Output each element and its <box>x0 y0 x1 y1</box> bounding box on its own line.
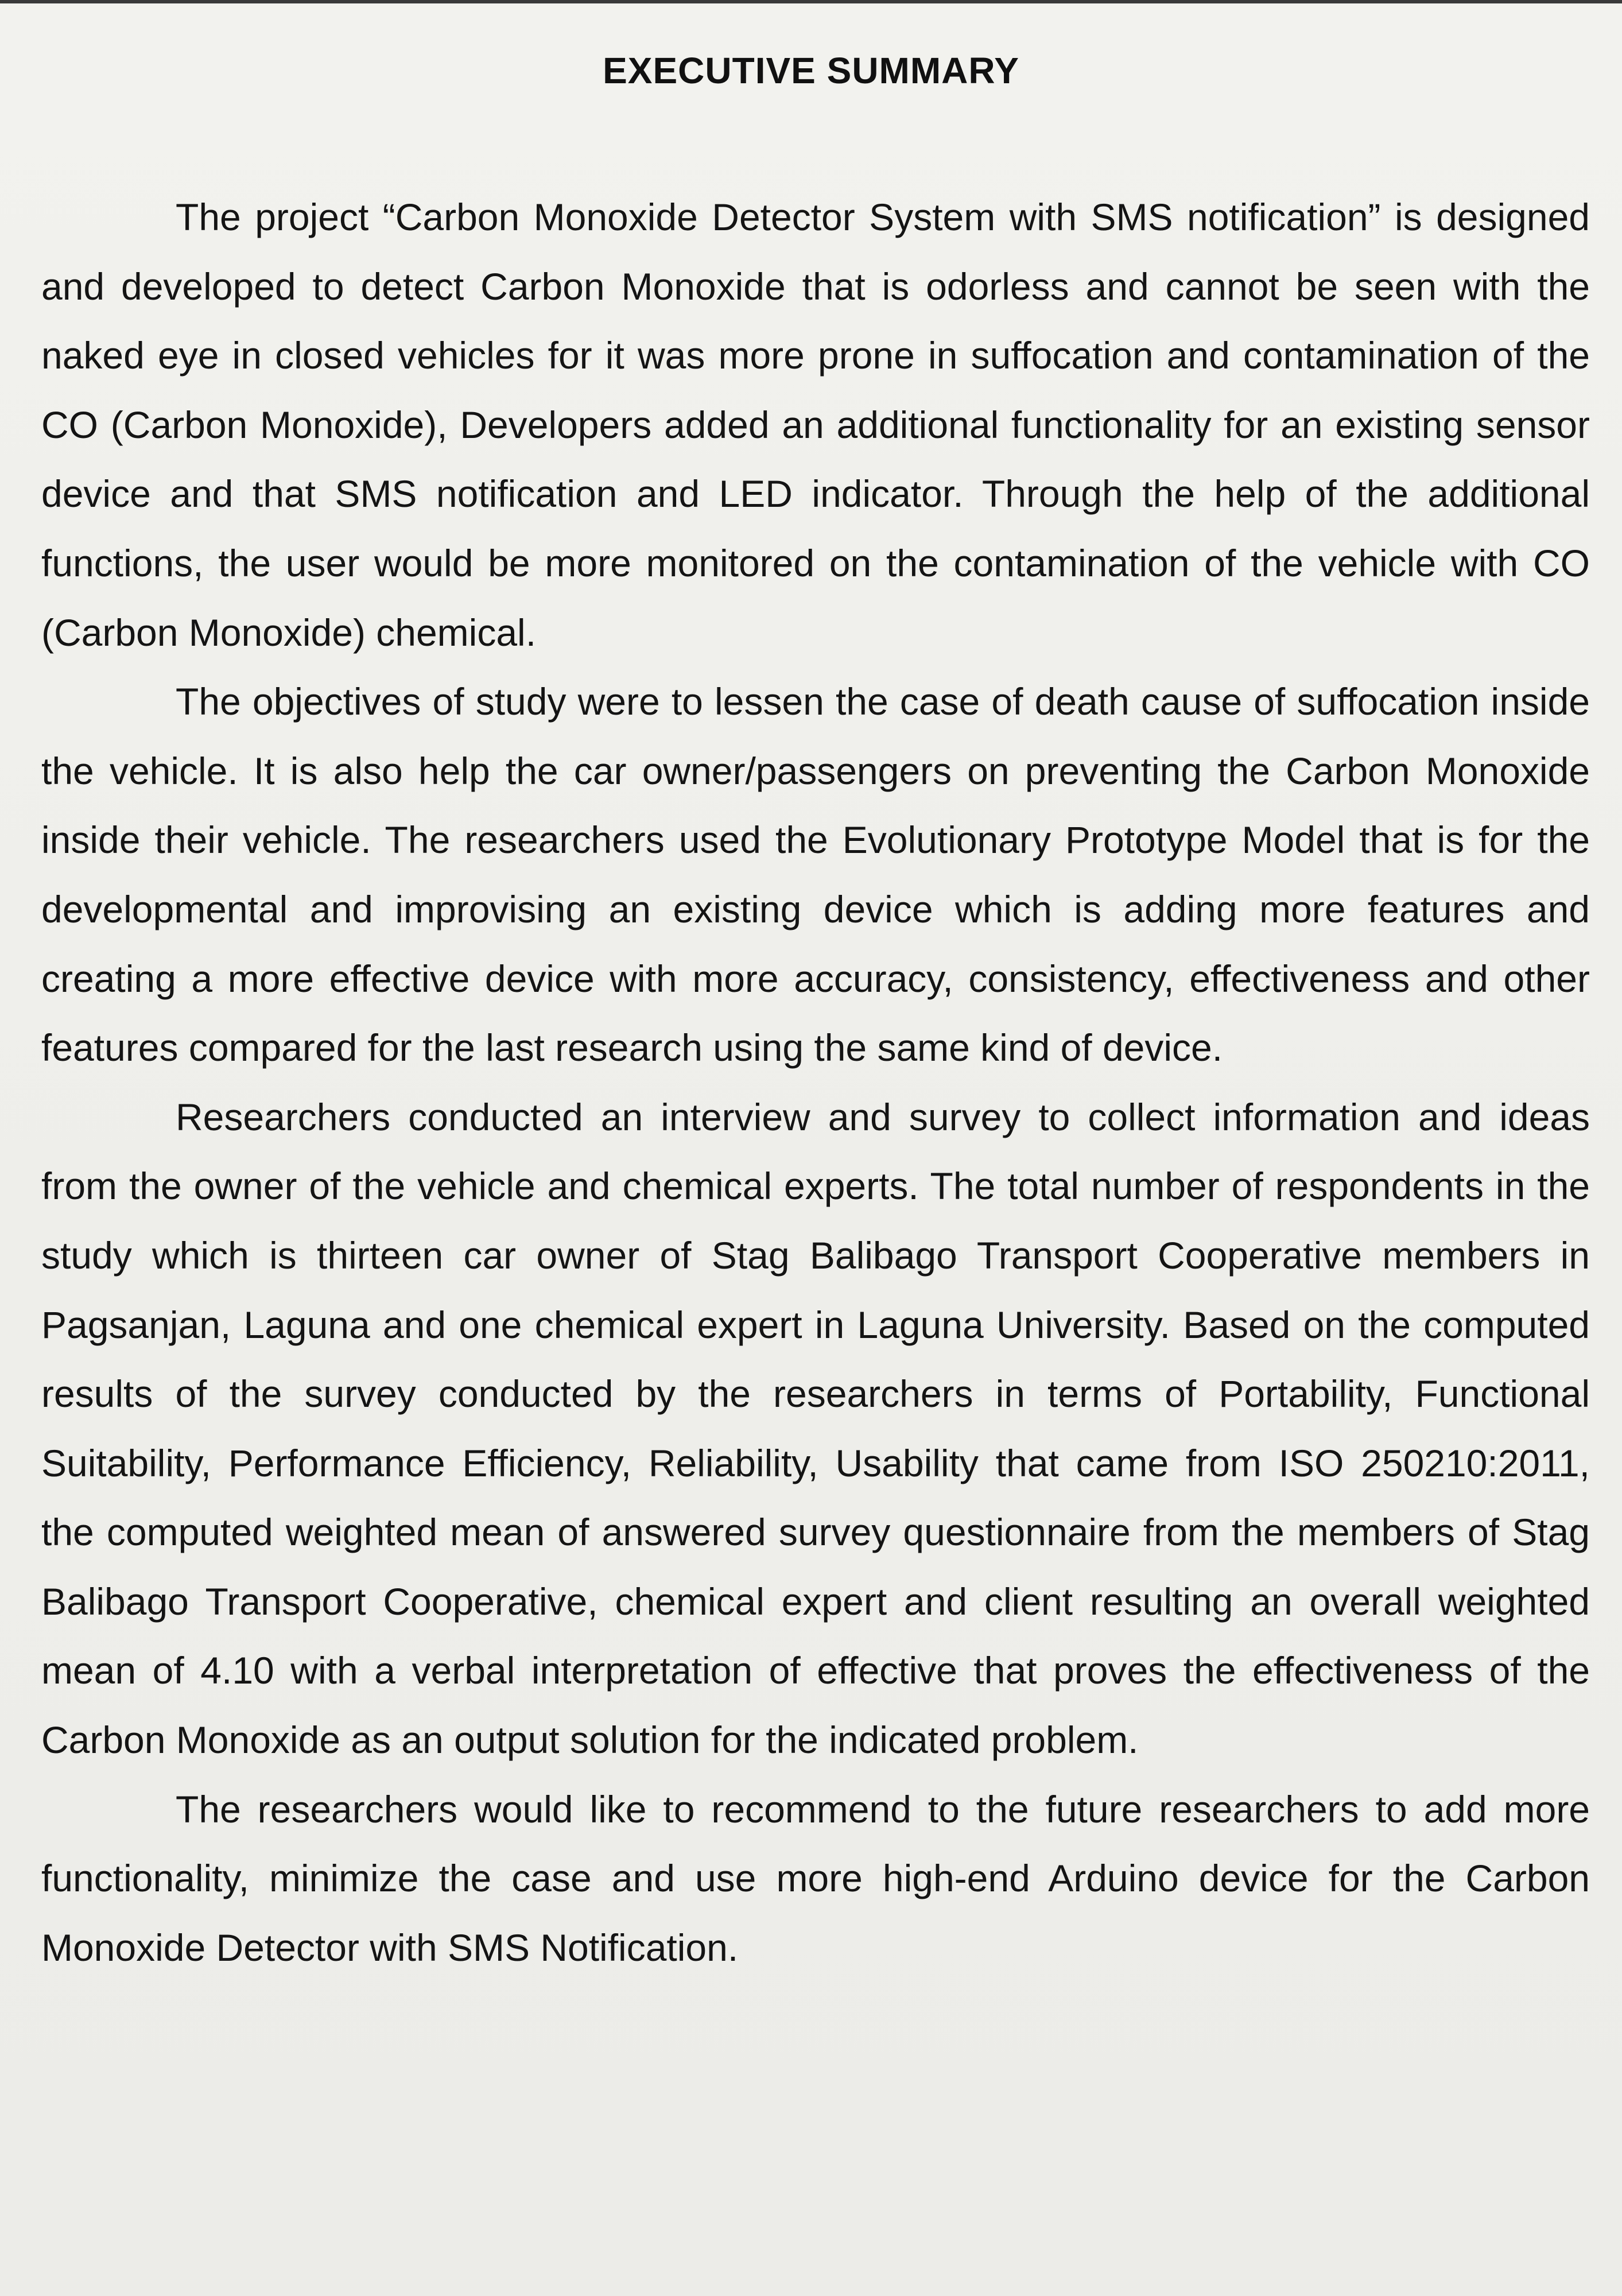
page-top-edge <box>0 0 1622 3</box>
paragraph-objectives: The objectives of study were to lessen the case of death cause of suffocation inside the vehicle. It is also help the car owner/passengers on preventing the Carbon Monoxide inside their vehicle. The researchers used the Evolutionary Prototype Model that is for the developmental and improvising an existing device which is adding more features and creating a more effective device with more accuracy, consistency, effectiveness and other features compared for the last research using the same kind of device. <box>41 680 1590 1069</box>
paragraph-recommendation: The researchers would like to recommend to the future researchers to add more functionality, minimize the case and use more high-end Arduino device for the Carbon Monoxide Detector with SMS Notification. <box>41 1787 1590 1969</box>
paragraph-methodology-results: Researchers conducted an interview and survey to collect information and ideas from the owner of the vehicle and chemical experts. The total number of respondents in the study which is thirteen car owner of Stag Balibago Transport Cooperative members in Pagsanjan, Laguna and one chemical expert in Laguna University. Based on the computed results of the survey conducted by the researchers in terms of Portability, Functional Suitability, Performance Efficiency, Reliability, Usability that came from ISO 250210:2011, the computed weighted mean of answered survey questionnaire from the members of Stag Balibago Transport Cooperative, chemical expert and client resulting an overall weighted mean of 4.10 with a verbal interpretation of effective that proves the effectiveness of the Carbon Monoxide as an output solution for the indicated problem. <box>41 1095 1590 1762</box>
summary-body <box>41 183 1590 1982</box>
page-title: EXECUTIVE SUMMARY <box>603 50 1019 91</box>
paragraph-project-overview: The project “Carbon Monoxide Detector System with SMS notification” is designed and developed to detect Carbon Monoxide that is odorless and cannot be seen with the naked eye in closed vehicles for it was more prone in suffocation and contamination of the CO (Carbon Monoxide), Developers added an additional functionality for an existing sensor device and that SMS notification and LED indicator. Through the help of the additional functions, the user would be more monitored on the contamination of the vehicle with CO (Carbon Monoxide) chemical. <box>41 196 1590 654</box>
